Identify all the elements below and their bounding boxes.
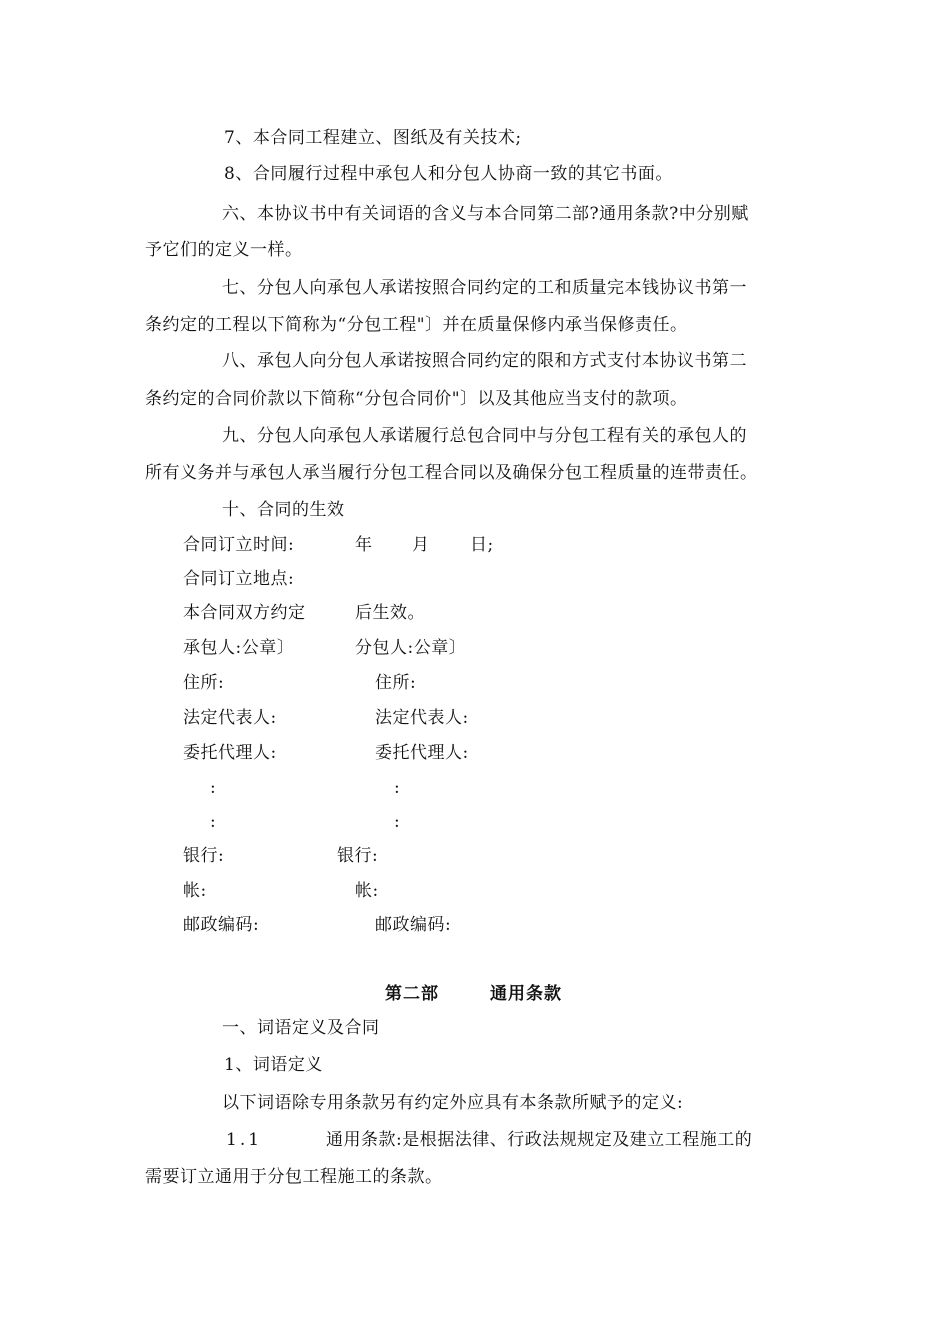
subcontractor-address: 住所: [375,673,417,693]
clause-10-title: 十、合同的生效 [222,500,345,520]
definitions-intro: 以下词语除专用条款另有约定外应具有本条款所赋予的定义: [222,1093,684,1113]
contractor-bank: 银行: [183,846,225,866]
contractor-account: 帐: [183,881,207,901]
clause-7-line-1: 七、分包人向承包人承诺按照合同约定的工和质量完本钱协议书第一 [222,278,747,298]
contractor-blank-1: : [210,778,217,798]
clause-item-7: 7、本合同工程建立、图纸及有关技术; [224,128,522,148]
clause-8-line-2: 条约定的合同价款以下简称“分包合同价"〕以及其他应当支付的款项。 [145,389,688,409]
sign-place-label: 合同订立地点: [183,569,295,589]
subcontractor-label: 分包人:公章〕 [355,638,467,658]
contractor-label: 承包人:公章〕 [183,638,295,658]
clause-7-line-2: 条约定的工程以下简称为“分包工程"〕并在质量保修内承当保修责任。 [145,315,688,335]
clause-9-line-1: 九、分包人向承包人承诺履行总包合同中与分包工程有关的承包人的 [222,426,747,446]
clause-item-8: 8、合同履行过程中承包人和分包人协商一致的其它书面。 [224,164,673,184]
part-label: 第二部 [385,984,439,1004]
sign-date-month: 月 [412,535,430,555]
effective-suffix: 后生效。 [355,603,425,623]
subcontractor-account: 帐: [355,881,379,901]
definition-1-line-2: 需要订立通用于分包工程施工的条款。 [145,1167,443,1187]
sign-date-day: 日; [470,535,494,555]
clause-9-line-2: 所有义务并与承包人承当履行分包工程合同以及确保分包工程质量的连带责任。 [145,463,758,483]
contractor-agent: 委托代理人: [183,743,277,763]
subcontractor-postcode: 邮政编码: [375,915,452,935]
part-title: 通用条款 [490,984,562,1004]
section-1-title: 一、词语定义及合同 [222,1018,380,1038]
sign-date-label: 合同订立时间: [183,535,295,555]
contractor-address: 住所: [183,673,225,693]
definition-1-line-1: 通用条款:是根据法律、行政法规规定及建立工程施工的 [326,1130,753,1150]
contractor-postcode: 邮政编码: [183,915,260,935]
effective-prefix: 本合同双方约定 [183,603,306,623]
definition-number: 1.1 [226,1130,263,1150]
subcontractor-legal-rep: 法定代表人: [375,708,469,728]
subcontractor-blank-2: : [394,812,401,832]
contractor-blank-2: : [210,812,217,832]
contractor-legal-rep: 法定代表人: [183,708,277,728]
clause-8-line-1: 八、承包人向分包人承诺按照合同约定的限和方式支付本协议书第二 [222,351,747,371]
subcontractor-bank: 银行: [337,846,379,866]
subcontractor-blank-1: : [394,778,401,798]
clause-6-line-2: 予它们的定义一样。 [145,240,303,260]
section-1-1-title: 1、词语定义 [224,1055,323,1075]
subcontractor-agent: 委托代理人: [375,743,469,763]
clause-6-line-1: 六、本协议书中有关词语的含义与本合同第二部?通用条款?中分别赋 [222,204,749,224]
sign-date-year: 年 [355,535,373,555]
